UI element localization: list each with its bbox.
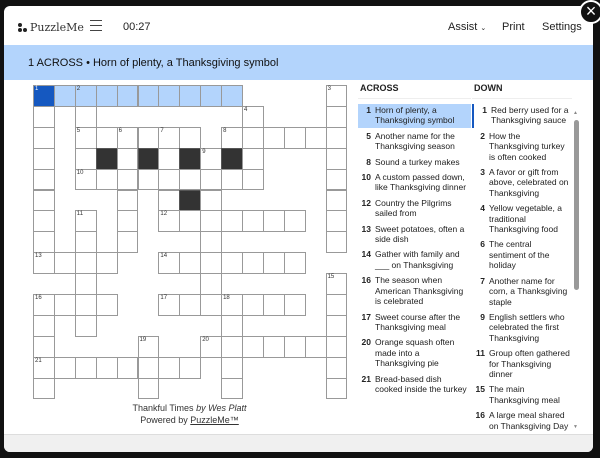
puzzle-caption — [33, 402, 346, 426]
block-cell — [179, 148, 201, 170]
grid-cell[interactable] — [33, 210, 55, 232]
clue-number: 6 — [480, 239, 485, 250]
block-cell — [138, 148, 160, 170]
clue-number: 1 — [482, 105, 487, 115]
cell-number: 17 — [160, 295, 168, 301]
cell-number: 21 — [35, 357, 42, 364]
grid-cell[interactable] — [33, 106, 55, 128]
grid-cell[interactable] — [242, 127, 264, 149]
cell-number: 18 — [223, 295, 230, 301]
grid-cell[interactable] — [96, 294, 118, 316]
grid-cell[interactable] — [221, 357, 243, 379]
grid-cell[interactable] — [33, 336, 55, 358]
timer: 00:27 — [123, 21, 151, 33]
scrollbar-thumb[interactable] — [574, 120, 579, 290]
grid-cell[interactable] — [179, 127, 201, 149]
grid-cell[interactable] — [96, 252, 118, 274]
logo-text: PuzzleMe — [30, 21, 84, 34]
down-clue[interactable] — [472, 383, 572, 407]
grid-cell[interactable] — [54, 252, 76, 274]
grid-cell[interactable] — [138, 336, 160, 358]
clue-text: Horn of plenty, a Thanksgiving symbol — [375, 105, 455, 126]
assist-label: Assist — [448, 21, 478, 33]
grid-cell[interactable] — [117, 357, 139, 379]
grid-cell[interactable] — [33, 169, 55, 191]
cell-number: 14 — [160, 253, 168, 260]
down-clue[interactable] — [472, 311, 572, 345]
grid-cell[interactable] — [117, 85, 139, 107]
down-clue-list — [472, 83, 572, 432]
down-clue[interactable] — [472, 275, 572, 309]
grid-cell[interactable] — [158, 252, 180, 274]
cell-number: 4 — [244, 106, 248, 113]
across-clue[interactable] — [358, 171, 471, 195]
grid-cell[interactable] — [179, 85, 201, 107]
clue-text: Country the Pilgrims sailed from — [375, 197, 452, 219]
grid-cell[interactable] — [284, 294, 306, 316]
across-clue[interactable] — [358, 104, 471, 128]
grid-cell[interactable] — [117, 148, 139, 170]
grid-cell[interactable] — [221, 315, 243, 337]
across-heading: ACROSS — [358, 83, 471, 99]
grid-cell[interactable] — [158, 190, 180, 212]
clue-number: 7 — [480, 275, 485, 286]
grid-cell[interactable] — [33, 315, 55, 337]
across-clue[interactable] — [358, 248, 471, 272]
footer-bar — [4, 434, 593, 452]
grid-cell[interactable] — [326, 85, 348, 107]
clue-text: Orange squash often made into a Thanksgiving pie — [375, 337, 455, 369]
down-clue[interactable] — [472, 202, 572, 236]
chevron-down-icon: ⌄ — [480, 25, 487, 32]
grid-cell[interactable] — [242, 336, 264, 358]
across-clue-list — [358, 83, 471, 398]
grid-cell[interactable] — [221, 336, 243, 358]
down-clue[interactable] — [472, 347, 572, 381]
print-button[interactable]: Print — [502, 21, 525, 33]
down-clue[interactable] — [472, 238, 572, 272]
grid-cell[interactable] — [326, 148, 348, 170]
clue-number: 14 — [361, 249, 371, 260]
grid-cell[interactable] — [158, 294, 180, 316]
grid-cell[interactable] — [200, 273, 222, 295]
grid-cell[interactable] — [54, 294, 76, 316]
down-clue[interactable] — [472, 166, 572, 200]
grid-cell[interactable] — [75, 127, 97, 149]
grid-cell[interactable] — [263, 294, 285, 316]
grid-cell[interactable] — [158, 357, 180, 379]
cell-number: 20 — [202, 336, 209, 343]
grid-cell[interactable] — [326, 231, 348, 253]
grid-cell[interactable] — [200, 148, 222, 170]
across-clue[interactable] — [358, 274, 471, 308]
clue-text: Group often gathered for Thanksgiving dinner — [489, 348, 570, 379]
logo-icon — [18, 23, 27, 32]
grid-cell[interactable] — [221, 169, 243, 191]
clue-text: Yellow vegetable, a traditional Thanksgiving food — [489, 203, 562, 235]
grid-cell[interactable] — [179, 357, 201, 379]
across-clue[interactable] — [358, 197, 471, 221]
grid-cell[interactable] — [284, 210, 306, 232]
grid-cell[interactable] — [75, 231, 97, 253]
grid-cell[interactable] — [75, 106, 97, 128]
clue-text: A custom passed down, like Thanksgiving dinner — [375, 172, 467, 193]
grid-cell[interactable] — [75, 357, 97, 379]
clue-number: 3 — [480, 167, 485, 178]
grid-cell[interactable] — [200, 231, 222, 253]
grid-cell[interactable] — [158, 148, 180, 170]
grid-cell[interactable] — [326, 357, 348, 379]
grid-cell[interactable] — [33, 357, 55, 379]
grid-cell[interactable] — [33, 127, 55, 149]
grid-cell[interactable] — [242, 169, 264, 191]
clue-text: English settlers who celebrated the first Thanksgiving — [489, 311, 565, 343]
grid-cell[interactable] — [117, 190, 139, 212]
grid-cell[interactable] — [326, 210, 348, 232]
cell-number: 8 — [223, 127, 227, 134]
cell-number: 7 — [160, 127, 164, 134]
cell-number: 15 — [327, 274, 335, 281]
current-clue-bar: 1 ACROSS • Horn of plenty, a Thanksgiving symbol — [4, 45, 593, 80]
grid-cell[interactable] — [96, 169, 118, 191]
grid-cell[interactable] — [200, 294, 222, 316]
grid-cell[interactable] — [33, 378, 55, 400]
grid-cell[interactable] — [221, 294, 243, 316]
grid-cell[interactable] — [221, 85, 243, 107]
grid-cell[interactable] — [33, 252, 55, 274]
cell-number: 6 — [118, 127, 122, 134]
clue-text: A large meal shared on Thanksgiving Day — [489, 410, 569, 431]
clue-number: 9 — [480, 311, 485, 322]
grid-cell[interactable] — [179, 252, 201, 274]
grid-cell[interactable] — [54, 357, 76, 379]
grid-cell[interactable] — [305, 336, 327, 358]
assist-menu[interactable] — [448, 21, 486, 33]
clue-number: 10 — [361, 172, 371, 183]
grid-cell[interactable] — [75, 148, 97, 170]
grid-cell[interactable] — [263, 127, 285, 149]
grid-cell[interactable] — [326, 190, 348, 212]
grid-cell[interactable] — [75, 273, 97, 295]
grid-cell[interactable] — [221, 210, 243, 232]
grid-cell[interactable] — [221, 252, 243, 274]
clue-number: 17 — [361, 311, 371, 322]
grid-cell[interactable] — [200, 169, 222, 191]
cell-number: 11 — [76, 211, 84, 218]
cell-number: 5 — [76, 127, 81, 134]
grid-cell[interactable] — [117, 210, 139, 232]
grid-cell[interactable] — [326, 127, 348, 149]
grid-cell[interactable] — [263, 210, 285, 232]
clue-number: 16 — [475, 410, 485, 421]
grid-cell[interactable] — [326, 169, 348, 191]
settings-button[interactable]: Settings — [542, 21, 582, 33]
grid-cell[interactable] — [117, 169, 139, 191]
scroll-up-icon[interactable]: ▲ — [573, 110, 578, 116]
author: Wes Platt — [208, 403, 247, 413]
cell-number: 9 — [202, 148, 206, 155]
grid-cell[interactable] — [263, 336, 285, 358]
grid-cell[interactable] — [200, 85, 222, 107]
grid-cell[interactable] — [284, 252, 306, 274]
grid-cell[interactable] — [138, 85, 160, 107]
grid-cell[interactable] — [158, 127, 180, 149]
grid-cell[interactable] — [138, 357, 160, 379]
grid-cell[interactable] — [326, 294, 348, 316]
grid-cell[interactable] — [242, 294, 264, 316]
grid-cell[interactable] — [179, 210, 201, 232]
grid-cell[interactable] — [200, 210, 222, 232]
grid-cell[interactable] — [242, 210, 264, 232]
down-list-scrollbar[interactable] — [573, 110, 580, 430]
clue-number: 8 — [366, 156, 371, 167]
clue-number: 1 — [366, 105, 371, 115]
across-clue[interactable] — [358, 223, 471, 247]
cell-number: 13 — [35, 253, 42, 260]
grid-cell[interactable] — [200, 336, 222, 358]
grid-cell[interactable] — [54, 85, 76, 107]
grid-cell[interactable] — [200, 190, 222, 212]
hamburger-menu-icon[interactable] — [90, 20, 102, 31]
toolbar — [4, 6, 593, 46]
clue-text: Another name for corn, a Thanksgiving staple — [489, 275, 568, 307]
grid-cell[interactable] — [158, 210, 180, 232]
grid-cell[interactable] — [242, 106, 264, 128]
grid-cell[interactable] — [242, 252, 264, 274]
grid-cell[interactable] — [221, 378, 243, 400]
grid-cell[interactable] — [263, 252, 285, 274]
grid-cell[interactable] — [326, 273, 348, 295]
grid-cell[interactable] — [284, 336, 306, 358]
clue-text: The main Thanksgiving meal — [489, 384, 560, 405]
grid-cell[interactable] — [138, 169, 160, 191]
grid-cell[interactable] — [33, 294, 55, 316]
grid-cell[interactable] — [96, 127, 118, 149]
block-cell — [179, 190, 201, 212]
down-heading: DOWN — [472, 83, 572, 99]
clue-number: 13 — [361, 223, 371, 234]
cell-number: 2 — [76, 86, 81, 92]
grid-cell[interactable] — [326, 336, 348, 358]
grid-cell[interactable] — [158, 169, 180, 191]
grid-cell[interactable] — [221, 127, 243, 149]
clue-text: Sweet course after the Thanksgiving meal — [375, 311, 461, 332]
grid-cell[interactable] — [326, 315, 348, 337]
grid-cell[interactable] — [305, 127, 327, 149]
clue-text: Red berry used for a Thanksgiving sauce — [491, 105, 569, 126]
clue-number: 11 — [476, 348, 485, 359]
clue-number: 20 — [361, 337, 371, 348]
grid-cell[interactable] — [33, 231, 55, 253]
grid-cell[interactable] — [326, 106, 348, 128]
cell-number: 19 — [139, 336, 147, 343]
grid-cell[interactable] — [75, 85, 97, 107]
grid-cell[interactable] — [242, 148, 264, 170]
grid-cell[interactable] — [75, 169, 97, 191]
grid-cell[interactable] — [117, 231, 139, 253]
grid-cell[interactable] — [138, 378, 160, 400]
puzzle-window — [4, 6, 593, 452]
block-cell — [96, 148, 118, 170]
grid-cell[interactable] — [96, 357, 118, 379]
grid-cell[interactable] — [138, 127, 160, 149]
clue-text: The central sentiment of the holiday — [489, 239, 550, 271]
clue-text: Sweet potatoes, often a side dish — [375, 223, 465, 245]
grid-cell[interactable] — [33, 148, 55, 170]
grid-cell[interactable] — [179, 294, 201, 316]
scroll-down-icon[interactable]: ▼ — [573, 424, 578, 430]
across-clue[interactable] — [358, 311, 471, 335]
clue-number: 12 — [361, 197, 371, 208]
grid-cell[interactable] — [326, 378, 348, 400]
cell-number: 16 — [35, 295, 42, 301]
cell-number: 10 — [76, 169, 84, 176]
grid-cell[interactable] — [75, 252, 97, 274]
clue-number: 4 — [480, 203, 485, 214]
grid-cell[interactable] — [96, 85, 118, 107]
down-clue[interactable] — [472, 409, 572, 432]
clue-text: Another name for the Thanksgiving season — [375, 130, 455, 152]
grid-cell[interactable] — [75, 210, 97, 232]
clue-text: Sound a turkey makes — [375, 156, 460, 167]
block-cell — [221, 148, 243, 170]
grid-cell[interactable] — [117, 127, 139, 149]
cell-number: 12 — [160, 211, 168, 218]
clue-number: 21 — [361, 373, 371, 384]
grid-cell[interactable] — [75, 315, 97, 337]
clue-number: 5 — [366, 130, 371, 141]
clue-text: How the Thanksgiving turkey is often cooked — [489, 130, 565, 162]
puzzleme-link[interactable]: PuzzleMe™ — [190, 415, 239, 425]
logo — [18, 21, 84, 34]
puzzle-title: Thankful Times — [132, 403, 194, 413]
across-clue[interactable] — [358, 373, 471, 397]
clue-number: 15 — [475, 384, 485, 395]
grid-cell[interactable] — [33, 190, 55, 212]
cell-number: 3 — [327, 86, 331, 92]
clue-text: The season when American Thanksgiving is celebrated — [375, 275, 464, 307]
grid-cell[interactable] — [158, 85, 180, 107]
grid-cell[interactable] — [200, 252, 222, 274]
clue-number: 16 — [361, 275, 371, 286]
clue-text: A favor or gift from above, celebrated on Thanksgiving — [489, 167, 569, 198]
cell-number: 1 — [35, 86, 39, 92]
grid-cell[interactable] — [179, 169, 201, 191]
down-clue[interactable] — [472, 130, 572, 164]
clue-text: Gather with family and ___ on Thanksgiving — [375, 249, 460, 270]
across-clue[interactable] — [358, 130, 471, 154]
grid-cell[interactable] — [284, 127, 306, 149]
close-icon[interactable]: × — [579, 0, 600, 24]
clue-number: 2 — [480, 130, 485, 141]
by-label: by — [196, 403, 206, 413]
across-clue[interactable] — [358, 336, 471, 370]
powered-by-label: Powered by — [140, 415, 188, 425]
down-clue[interactable] — [472, 104, 572, 128]
grid-cell[interactable] — [33, 85, 55, 107]
clue-text: Bread-based dish cooked inside the turkey — [375, 373, 467, 394]
grid-cell[interactable] — [75, 294, 97, 316]
across-clue[interactable] — [358, 156, 471, 169]
